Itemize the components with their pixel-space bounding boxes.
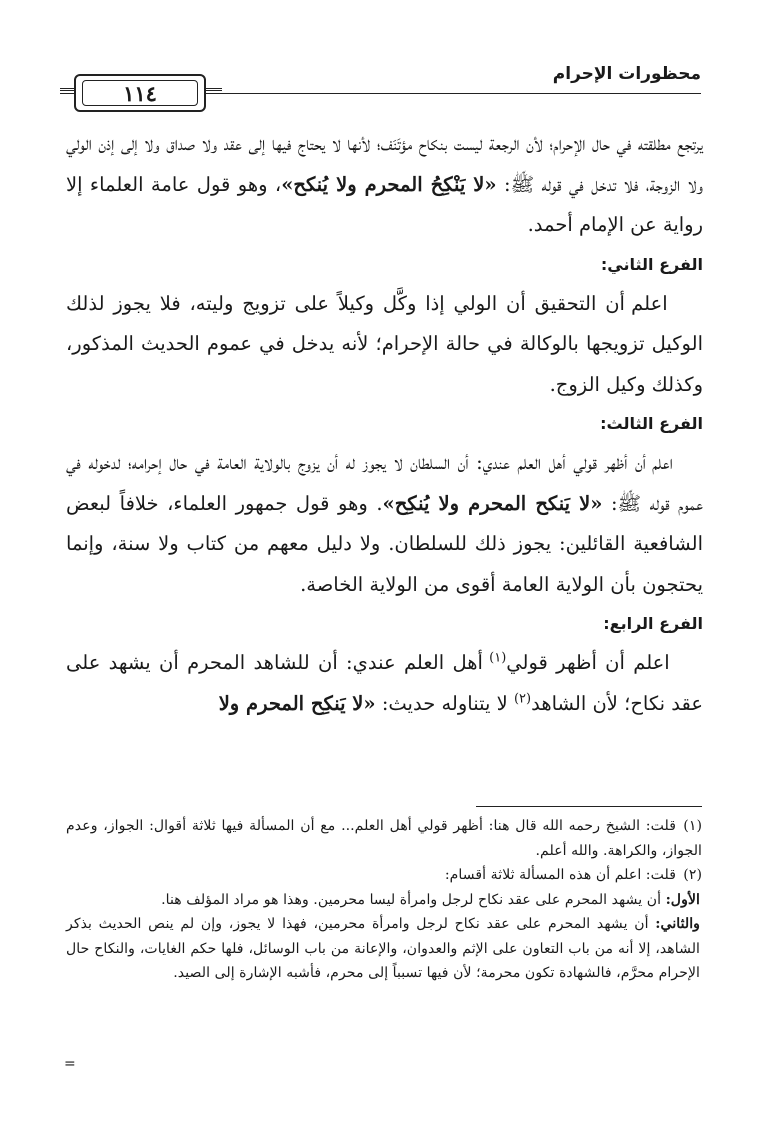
page-number-box — [74, 74, 206, 112]
branch-4-body-b: أهل العلم عندي: أن للشاهد المحرم أن يشهد على عقد نكاح؛ لأن الشاهد — [66, 651, 703, 715]
paragraph-1-text-a: يرتجع مطلقته في حال الإحرام؛ لأن الرجعة ليست بنكاح مؤتَنَف؛ لأنها لا يحتاج فيها إلى عقد ولا صداق ولا إلى إذن الولي ولا الزوجة، فلا تدخل في قوله ﷺ: — [66, 132, 703, 196]
hadith-quote-2: «لا يَنكح المحرم ولا يُنكِح» — [382, 491, 603, 515]
page-header — [60, 62, 701, 114]
footnote-1 — [66, 814, 702, 863]
branch-2-text — [66, 284, 703, 406]
main-text — [66, 124, 703, 724]
branch-4-text — [66, 643, 703, 724]
frame-right-ornament — [206, 88, 222, 91]
branch-3-text — [66, 443, 703, 605]
paragraph-1-text-b: ، وهو قول عامة العلماء إلا رواية عن الإمام أحمد. — [66, 172, 703, 236]
running-title: محظورات الإحرام — [552, 64, 701, 84]
branch-3-body-a: اعلم أن أظهر قولي أهل العلم عندي: أن السلطان لا يجوز له أن يزوج بالولاية العامة في حال إحرامه؛ لدخوله في عموم قوله ﷺ: — [66, 451, 703, 515]
footnote-separator — [476, 806, 702, 807]
footnote-mark-1[interactable]: (١) — [489, 650, 507, 666]
branch-3-body-b: . وهو قول جمهور العلماء، خلافاً لبعض الشافعية القائلين: يجوز ذلك للسلطان. ولا دليل معهم من كتاب ولا سنة، وإنما يحتجون بأن الولاية العامة أقوى من الولاية الخاصة. — [66, 491, 703, 596]
footnote-2-first-text: أن يشهد المحرم على عقد نكاح لرجل وامرأة ليسا محرمين. وهذا هو مراد المؤلف هنا. — [161, 891, 666, 908]
branch-3-heading: الفرع الثالث: — [600, 414, 703, 433]
branch-4-body-c: لا يتناوله حديث: — [375, 691, 514, 715]
branch-2-heading: الفرع الثاني: — [600, 254, 703, 274]
hadith-quote-1: «لا يَنْكِحُ المحرم ولا يُنكح» — [281, 172, 497, 196]
footnote-2-second-text: أن يشهد المحرم على عقد نكاح لرجل وامرأة محرمين، فهذا لا يجوز، وإن لم ينص الحديث بذكر الشاهد، إلا أنه من باب التعاون على الإثم والعدوان، والإعانة من باب الوسائل، فلها حكم الغايات، والنكاح حال الإحرام محرَّم، فالشهادة تكون محرمة؛ لأن فيها تسبباً إلى محرم، فأشبه الإشارة إلى الصيد. — [66, 916, 700, 981]
paragraph-1 — [66, 124, 703, 246]
footnote-mark-2[interactable]: (٢) — [513, 691, 532, 706]
branch-4-body-a: اعلم أن أظهر قولي — [506, 651, 670, 674]
branch-2-body: اعلم أن التحقيق أن الولي إذا وكَّل وكيلاً على تزويج وليته، فلا يجوز لذلك الوكيل تزويجها بالوكالة في حالة الإحرام؛ لأنه يدخل في عموم الحديث المذكور، وكذلك وكيل الزوج. — [66, 291, 703, 396]
footnote-2-text: قلت: اعلم أن هذه المسألة ثلاثة أقسام: — [444, 867, 676, 883]
footnote-2-first-lead: الأول: — [665, 891, 700, 908]
footnote-2 — [66, 863, 702, 888]
footnote-2-first — [66, 888, 702, 913]
footnote-2-second — [66, 912, 702, 986]
footnote-2-number: (٢) — [683, 867, 702, 883]
continuation-mark: = — [64, 1056, 76, 1072]
page-number-frame — [74, 74, 210, 110]
footnotes — [66, 814, 702, 986]
footnote-1-number: (١) — [683, 818, 702, 834]
footnote-2-second-lead: والثاني: — [655, 916, 700, 932]
footnote-1-text: قلت: الشيخ رحمه الله قال هنا: أظهر قولي أهل العلم... مع أن المسألة فيها ثلاثة أقوال: الجواز، وعدم الجواز، والكراهة. والله أعلم. — [66, 818, 702, 859]
page-number: ١١٤ — [82, 80, 198, 106]
branch-4-heading: الفرع الرابع: — [603, 614, 703, 633]
hadith-quote-3: «لا يَنكِح المحرم ولا — [218, 691, 376, 715]
frame-left-ornament — [60, 88, 74, 91]
